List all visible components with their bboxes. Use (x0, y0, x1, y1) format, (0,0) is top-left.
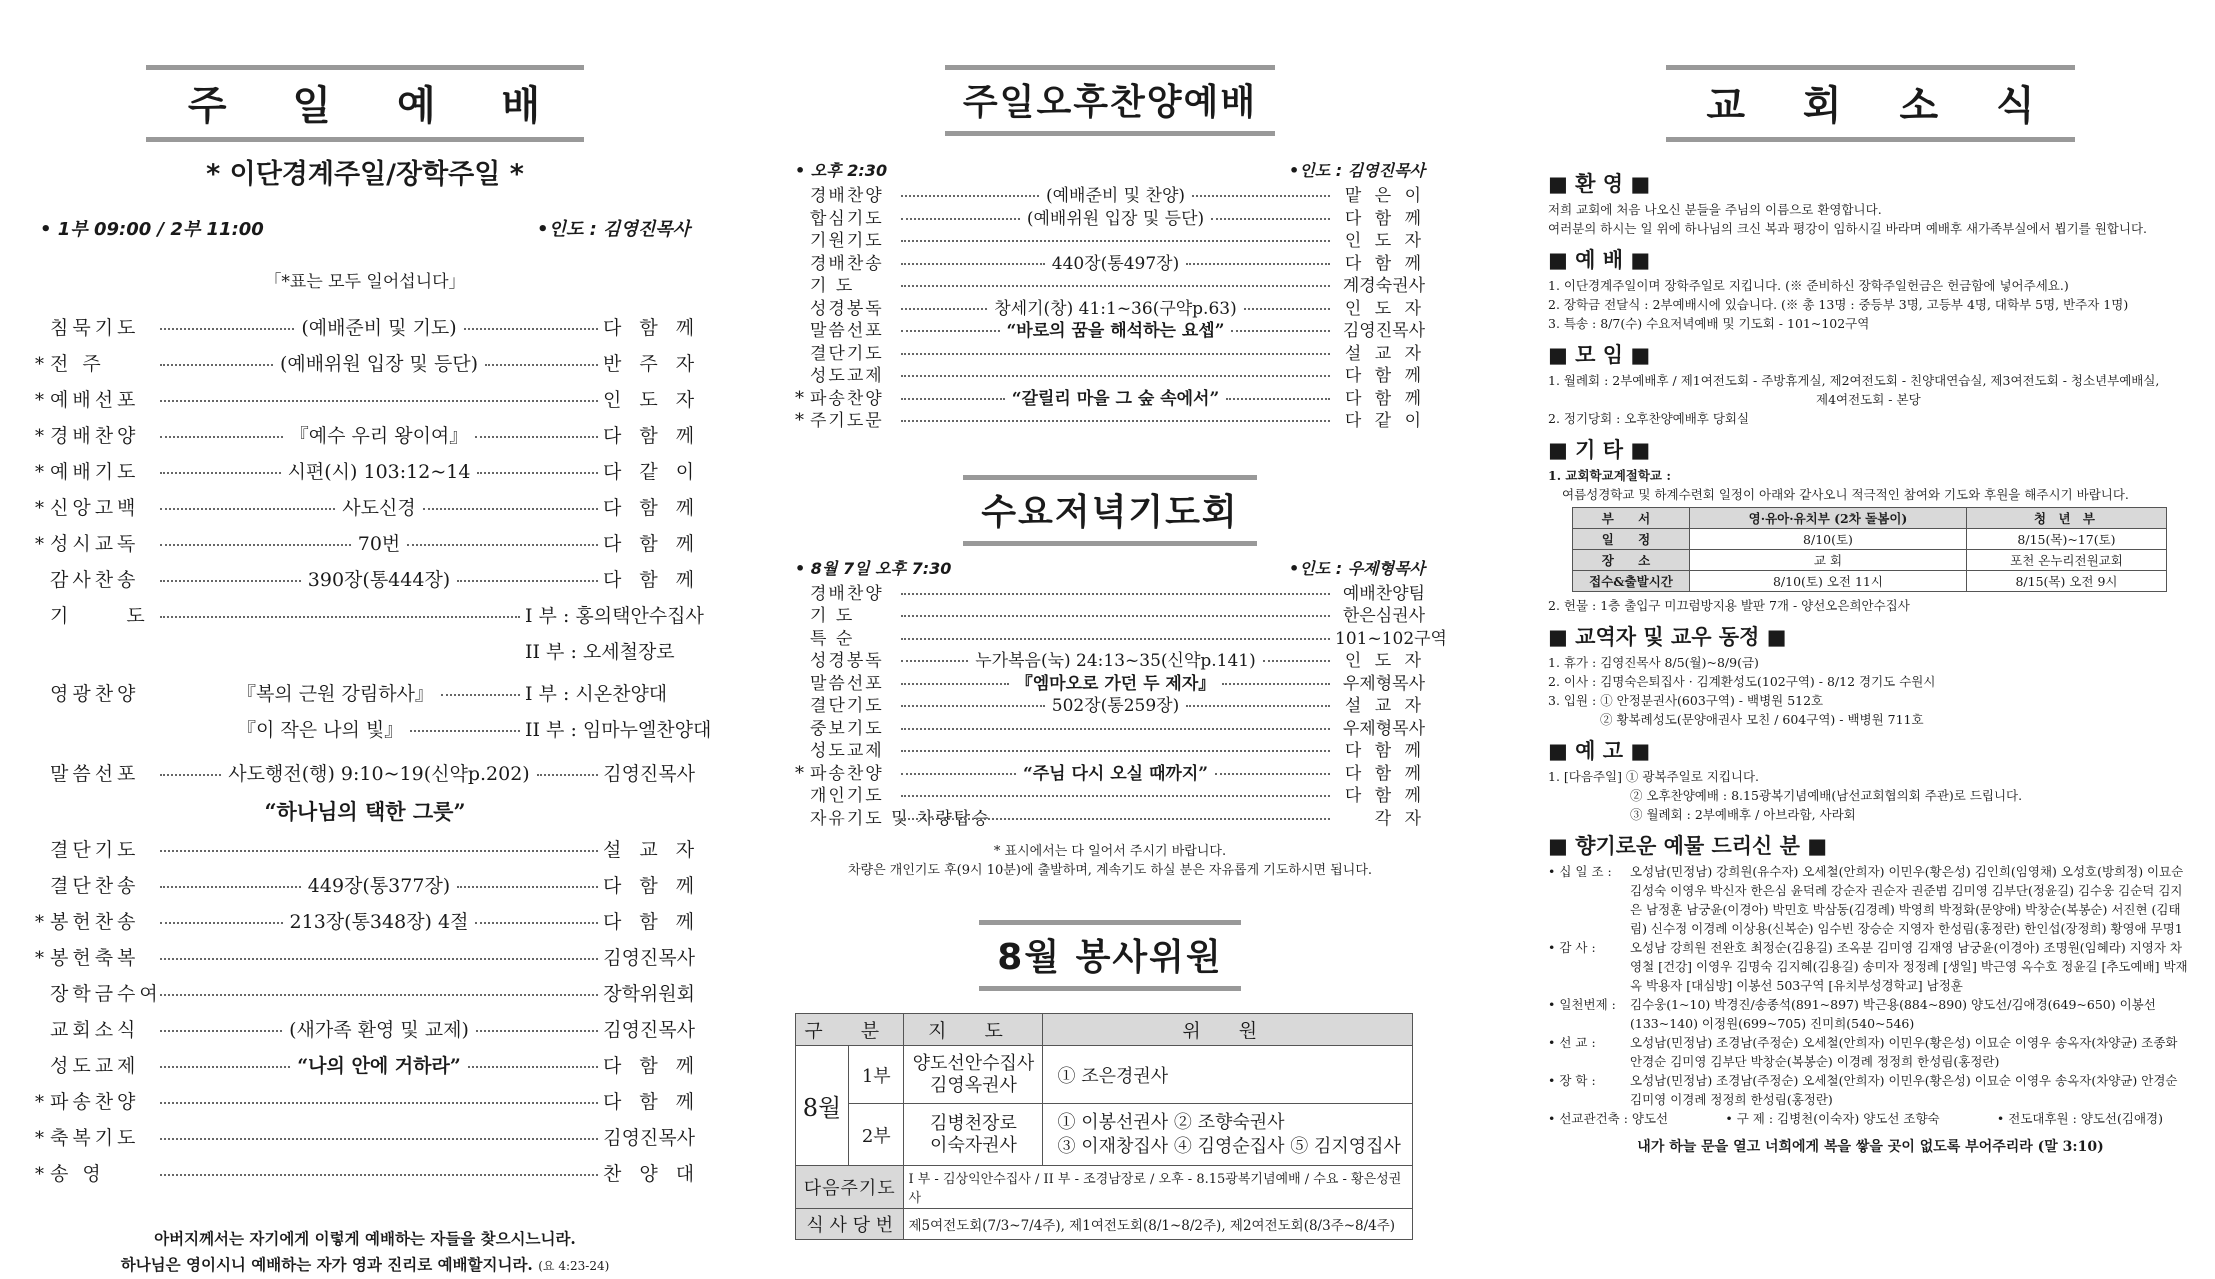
volunteer-title-box (795, 920, 1425, 991)
order-content: 213장(통348장) 4절 (289, 911, 469, 933)
order-label: 결단찬송 (50, 875, 140, 897)
order-label: 전 주 (50, 353, 105, 375)
order-person: 다 함 께 (603, 317, 701, 339)
order-row (35, 1012, 695, 1048)
order-person: 우제형목사 (1342, 673, 1425, 694)
order-row (35, 382, 701, 418)
order-row (35, 940, 695, 976)
order-person: 설 교 자 (603, 839, 701, 861)
order-label: 신앙고백 (50, 497, 140, 519)
order-label: 결단기도 (810, 696, 884, 716)
order-person: 한은심권사 (1342, 606, 1425, 626)
order-label: 기원기도 (810, 231, 884, 251)
order-list-1 (35, 310, 701, 598)
order-row (795, 808, 1425, 831)
order-label: 예배선포 (50, 389, 140, 411)
order-person: 다 함 께 (1344, 388, 1426, 409)
order-person: 예배찬양팀 (1342, 583, 1425, 604)
order-row (35, 418, 701, 454)
order-label: 개인기도 (810, 786, 884, 806)
order-content: 사도신경 (342, 497, 416, 519)
wednesday-time: • 8월 7일 오후 7:30 (795, 558, 952, 578)
order-row (795, 298, 1425, 321)
order-row-prayer-2: II 부 : 오세철장로 (525, 641, 675, 663)
afternoon-meta (795, 158, 1425, 181)
order-row (35, 832, 701, 868)
standing-mark: * (35, 462, 44, 483)
order-row (795, 275, 1425, 298)
order-person: 다 함 께 (603, 875, 701, 897)
order-row (35, 526, 701, 562)
order-row (35, 346, 701, 382)
order-content: 시편(시) 103:12~14 (287, 461, 471, 483)
order-list-2 (35, 832, 701, 1192)
order-label: 자유기도 및 차량탑승 (810, 808, 991, 829)
order-person: 다 함 께 (1344, 786, 1425, 806)
standing-mark: * (35, 948, 44, 969)
standing-mark: * (35, 390, 44, 411)
welcome-heading: ■ 환 영 ■ (1548, 172, 1651, 196)
order-person: 다 함 께 (603, 533, 701, 555)
wednesday-title-box (795, 475, 1425, 546)
order-row (795, 673, 1425, 696)
bottom-verse: 내가 하늘 문을 열고 너희에게 복을 쌓을 곳이 없도록 부어주리라 (말 3:10) (1637, 1139, 2104, 1155)
order-label: 교회소식 (50, 1019, 140, 1041)
order-content: 창세기(창) 41:1~36(구약p.63) (994, 298, 1237, 319)
sunday-service-title: 주 일 예 배 (146, 65, 584, 142)
order-row (35, 490, 701, 526)
wednesday-leader: •인도 : 우제형목사 (1289, 558, 1425, 578)
worship-heading: ■ 예 배 ■ (1548, 248, 1651, 272)
order-row (795, 605, 1425, 628)
order-row-choir-2: 『이 작은 나의 빛』 II 부 : 임마누엘찬양대 (237, 719, 712, 741)
meal-duty-row: 식 사 당 번 제5여전도회(7/3~7/4주), 제1여전도회(8/1~8/2주), 제2여전도회(8/3주~8/4주) (796, 1209, 1413, 1240)
order-row (35, 904, 701, 940)
order-row (35, 1156, 701, 1192)
order-person: 다 함 께 (603, 1055, 701, 1077)
order-person: 다 함 께 (603, 569, 701, 591)
order-row (795, 320, 1425, 343)
order-content: (예배준비 및 찬양) (1045, 186, 1186, 206)
order-row (35, 310, 701, 346)
wednesday-meta (795, 556, 1425, 579)
offering-list (1548, 862, 2193, 1109)
order-row (795, 695, 1425, 718)
sermon-title: “하나님의 택한 그릇” (264, 799, 466, 824)
order-label: 경배찬양 (810, 186, 884, 206)
column1-footer (35, 1226, 695, 1279)
church-news-column (1548, 0, 2193, 1156)
footer-verse-1: 아버지께서는 자기에게 이렇게 예배하는 자들을 찾으시느니라. (154, 1229, 576, 1248)
news-title: 교 회 소 식 (1666, 65, 2074, 142)
order-row (795, 343, 1425, 366)
order-content: “주님 다시 오실 때까지” (1022, 763, 1209, 784)
donation-item: 2. 헌물 : 1층 출입구 미끄럼방지용 발판 7개 - 양선오은희안수집사 (1548, 598, 1910, 613)
offering-names: 오성남(민정남) 강희원(유수자) 오세철(안희자) 이민우(황은성) 김인희(임영채) 오성호(방희정) 이묘순 김성숙 이영우 박신자 한은심 윤덕례 강순자 권순자 권준범 김미영 김부단(정윤길) 김수웅 김순덕 김지은 남정훈 남궁윤(이경아) 박민호 박삼동(김경례) 박영희 박정화(문양애) 박창순(복봉순) 서진현 (김태림) 신수정 이경례 이상용(신복순) 임수빈 장승순 지영자 한성림(홍정란) 한인섭(장정희) 황영애 무명1 (1630, 864, 2184, 936)
order-row (795, 718, 1425, 741)
order-label: 감사찬송 (50, 569, 140, 591)
order-content: (예배위원 입장 및 등단) (1026, 208, 1205, 229)
offering-last-row: • 선교관건축 : 양도선 • 구 제 : 김병천(이숙자) 양도선 조향숙 • 전도대후원 : 양도선(김애경) (1548, 1111, 2163, 1126)
standing-mark: * (35, 534, 44, 555)
afternoon-time: • 오후 2:30 (795, 161, 888, 180)
order-row (795, 740, 1425, 763)
etc-heading: ■ 기 타 ■ (1548, 438, 1651, 462)
offering-category: • 감 사 : (1548, 940, 1596, 955)
order-person: 다 함 께 (1344, 763, 1425, 784)
order-person: 다 함 께 (1344, 253, 1425, 274)
offering-names: 오성남(민정남) 조경남(주정순) 오세철(안희자) 이민우(황은성) 이묘순 이영우 송옥자(차양균) 조종화 안경순 김미영 김부단 박창순(복봉순) 이경례 정정희 한성림(홍정란) (1630, 1035, 2178, 1069)
order-row (795, 365, 1425, 388)
afternoon-leader: •인도 : 김영진목사 (1289, 161, 1425, 180)
standing-mark: * (35, 354, 44, 375)
order-label: 중보기도 (810, 718, 884, 739)
afternoon-title-box (795, 65, 1425, 136)
order-person: 우제형목사 (1342, 718, 1425, 739)
order-person: 계경숙권사 (1342, 276, 1425, 296)
order-content: 70번 (357, 533, 401, 555)
offering-names: 오성남 강희원 전완호 최정순(김용길) 조옥분 김미영 김재영 남궁윤(이경아) 조명원(임혜라) 지영자 차영철 [건강] 이영우 김명숙 김지혜(김용길) 송미자 정정례 [생일] 박근영 옥수호 정윤길 [추도예배] 박재옥 박용자 [대심방] 이봉선 503구역 [유치부성경학교] 남정훈 (1630, 940, 2188, 993)
next-prayer-row: 다음주기도 I 부 - 김상익안수집사 / II 부 - 조경남장로 / 오후 - 8.15광복기념예배 / 수요 - 황은성권사 (796, 1166, 1413, 1209)
volunteer-row-2: 2부 김병천장로 이숙자권사 ① 이봉선권사 ② 조향숙권사 ③ 이재창집사 ④ 김영순집사 ⑤ 김지영집사 (796, 1104, 1413, 1166)
order-person: 다 함 께 (1344, 208, 1425, 229)
order-row (795, 253, 1425, 276)
sunday-service-column (35, 0, 712, 1279)
order-person: 찬 양 대 (603, 1163, 701, 1185)
order-content: 390장(통444장) (307, 569, 451, 591)
order-row-choir: 영광찬양 『복의 근원 강림하사』 I 부 : 시온찬양대 (50, 683, 668, 705)
worship-section: 1. 이단경계주일이며 장학주일로 지킵니다. (※ 준비하신 장학주일헌금은 헌금함에 넣어주세요.) 2. 장학금 전달식 : 2부예배시에 있습니다. (※ 총 13명 : 중등부 3명, 고등부 4명, 대학부 5명, 반주자 1명) 3. 특송 : 8/7(수) 수요저녁예배 및 기도회 - 101~102구역 (1548, 278, 2129, 331)
offering-names: 김수웅(1~10) 박경진/송종석(891~897) 박근용(884~890) 양도선/김애경(649~650) 이봉선(133~140) 이정원(699~705) 진미희(540~546) (1630, 997, 2156, 1031)
order-person: 설 교 자 (1344, 696, 1425, 716)
order-person: 인 도 자 (1344, 231, 1425, 251)
order-row (35, 1048, 701, 1084)
notice-heading: ■ 예 고 ■ (1548, 739, 1651, 763)
order-row (795, 185, 1425, 208)
order-row-prayer: 기 도 I 부 : 홍의택안수집사 (50, 605, 704, 627)
order-row (35, 562, 701, 598)
order-content: “갈릴리 마을 그 숲 속에서” (1011, 388, 1220, 409)
order-label: 성도교제 (810, 741, 884, 761)
order-row (795, 763, 1425, 786)
order-content: (예배위원 입장 및 등단) (279, 353, 479, 375)
vehicle-note: 차량은 개인기도 후(9시 10분)에 출발하며, 계속기도 하실 분은 자유롭게 기도하시면 됩니다. (847, 863, 1373, 878)
offering-category: • 장 학 : (1548, 1073, 1596, 1088)
order-label: 기 도 (810, 276, 855, 296)
order-content: 449장(통377장) (307, 875, 451, 897)
order-content: 『엠마오로 가던 두 제자』 (1015, 673, 1216, 694)
order-person: 반 주 자 (603, 353, 701, 375)
order-label: 성시교독 (50, 533, 140, 555)
offering-item (1548, 862, 2193, 938)
order-label: 주기도문 (810, 411, 884, 431)
sunday-service-meta (35, 215, 695, 241)
order-label: 성도교제 (50, 1055, 140, 1077)
order-person: 김영진목사 (1342, 321, 1425, 341)
order-label: 성경봉독 (810, 298, 884, 319)
order-row (35, 1120, 695, 1156)
order-label: 봉헌찬송 (50, 911, 140, 933)
afternoon-order-list (795, 185, 1425, 433)
order-person: 김영진목사 (603, 1019, 695, 1041)
order-person: 각 자 (1374, 808, 1425, 829)
afternoon-title: 주일오후찬양예배 (945, 65, 1275, 136)
order-content: 502장(통259장) (1051, 696, 1180, 716)
order-person: 다 함 께 (603, 911, 701, 933)
afternoon-column (795, 0, 1447, 1240)
order-person: 다 같 이 (1344, 411, 1425, 431)
offering-item (1548, 1071, 2193, 1109)
offering-category: • 선 교 : (1548, 1035, 1596, 1050)
order-row (795, 410, 1425, 433)
service-leader: •인도 : 김영진목사 (537, 219, 690, 240)
order-label: 결단기도 (50, 839, 140, 861)
order-label: 파송찬양 (810, 763, 884, 784)
order-person: 다 함 께 (603, 1091, 701, 1113)
order-row (795, 785, 1425, 808)
order-person: 맡 은 이 (1344, 186, 1425, 206)
order-label: 파송찬양 (810, 388, 884, 409)
order-label: 파송찬양 (50, 1091, 140, 1113)
wednesday-title: 수요저녁기도회 (963, 475, 1256, 546)
standing-mark: * (795, 762, 804, 784)
wednesday-order-list (795, 583, 1447, 831)
standing-mark: * (35, 1128, 44, 1149)
order-label: 합심기도 (810, 208, 884, 229)
order-content: 『예수 우리 왕이여』 (289, 425, 469, 447)
order-row (795, 583, 1425, 606)
order-content: 누가복음(눅) 24:13~35(신약p.141) (975, 651, 1256, 671)
offering-category: • 일천번제 : (1548, 997, 1616, 1012)
camp-schedule-table: 부 서 영·유아·유치부 (2차 돌봄이) 청 년 부 일 정 8/10(토) 8/15(목)~17(토) 장 소 교 회 포천 온누리전원교회 접수&출발시간 8/10(토) 오전 11시 8/15(목) 오전 9시 (1572, 507, 2167, 592)
offering-item (1548, 938, 2193, 995)
standing-mark: * (795, 410, 804, 431)
order-row (795, 628, 1447, 651)
order-person: 인 도 자 (603, 389, 701, 411)
order-label: 송 영 (50, 1163, 105, 1185)
order-label: 말씀선포 (810, 673, 884, 694)
standing-mark: * (795, 387, 804, 409)
order-row (795, 208, 1425, 231)
order-row (795, 650, 1425, 673)
wednesday-notes (795, 842, 1425, 880)
standing-mark: * (35, 1092, 44, 1113)
welcome-section: 저희 교회에 처음 나오신 분들을 주님의 이름으로 환영합니다. 여러분의 하시는 일 위에 하나님의 크신 복과 평강이 임하시길 바라며 예배후 새가족부실에서 뵙기를 원합니다. (1548, 202, 2148, 236)
order-row (35, 868, 701, 904)
order-person: 김영진목사 (603, 947, 695, 969)
order-person: 장학위원회 (603, 983, 695, 1005)
order-label: 특 순 (810, 628, 855, 649)
order-person: 다 함 께 (1344, 741, 1425, 761)
order-content: 440장(통497장) (1051, 253, 1180, 274)
order-label: 경배찬양 (50, 425, 140, 447)
order-content: (새가족 환영 및 교제) (289, 1019, 469, 1041)
volunteer-row-1: 8월 1부 양도선안수집사 김영옥권사 ① 조은경권사 (796, 1046, 1413, 1104)
order-person: 다 같 이 (603, 461, 701, 483)
meeting-section: 1. 월례회 : 2부예배후 / 제1여전도회 - 주방휴게실, 제2여전도회 - 친양대연습실, 제3여전도회 - 청소년부예배실, 제4여전도회 - 본당 2. 정기당회 : 오후찬양예배후 당회실 (1548, 373, 2160, 426)
order-label: 경배찬양 (810, 583, 884, 604)
offering-item (1548, 995, 2193, 1033)
order-content: “나의 안에 거하라” (297, 1055, 461, 1077)
order-label: 성도교제 (810, 366, 884, 386)
order-person: 설 교 자 (1344, 343, 1425, 364)
order-row (35, 976, 695, 1012)
sunday-service-title-box (35, 65, 695, 142)
standing-mark: * (35, 426, 44, 447)
notice-section: 1. [다음주일] ① 광복주일로 지킵니다. ② 오후찬양예배 : 8.15광복기념예배(남선교회협의회 주관)로 드립니다. ③ 월례회 : 2부예배후 / 아브라함, 사라회 (1548, 769, 2023, 822)
order-content: (예배준비 및 기도) (301, 317, 457, 339)
order-label: 경배찬송 (810, 253, 884, 274)
offering-item (1548, 1033, 2193, 1071)
staff-section: 1. 휴가 : 김영진목사 8/5(월)~8/9(금) 2. 이사 : 김명숙은퇴집사 · 김계환성도(102구역) - 8/12 경기도 수원시 3. 입원 : ① 안정분권사(603구역) - 백병원 512호 ② 황복례성도(문양애권사 모친 / 604구역) - 백병원 711호 (1548, 655, 1936, 727)
order-person: 101~102구역 (1335, 628, 1447, 649)
order-row (795, 388, 1425, 411)
order-label: 성경봉독 (810, 651, 884, 671)
standing-notice: 「*표는 모두 일어섭니다」 (264, 272, 466, 292)
offering-names: 오성남(민정남) 조경남(주정순) 오세철(안희자) 이민우(황은성) 이묘순 이영우 송옥자(차양균) 안경순 김미영 이경례 정정희 한성림(홍정란) (1630, 1073, 2178, 1107)
order-row (795, 230, 1425, 253)
service-time: • 1부 09:00 / 2부 11:00 (40, 219, 264, 240)
volunteer-table (795, 1013, 1413, 1240)
order-label: 봉헌축복 (50, 947, 140, 969)
staff-heading: ■ 교역자 및 교우 동정 ■ (1548, 625, 1787, 649)
offering-heading: ■ 향기로운 예물 드리신 분 ■ (1548, 834, 1828, 858)
order-label: 기 도 (810, 606, 855, 626)
order-label: 장학금수여 (50, 983, 162, 1005)
order-person: 인 도 자 (1344, 298, 1425, 319)
order-label: 침묵기도 (50, 317, 140, 339)
news-title-box (1548, 65, 2193, 142)
order-person: 다 함 께 (603, 497, 701, 519)
order-person: 김영진목사 (603, 1127, 695, 1149)
offering-category: • 십 일 조 : (1548, 864, 1612, 879)
order-person: 다 함 께 (603, 425, 701, 447)
standing-mark: * (35, 1164, 44, 1185)
order-label: 결단기도 (810, 343, 884, 364)
volunteer-table-header: 구 분 지 도 위 원 (796, 1014, 1413, 1046)
order-label: 예배기도 (50, 461, 140, 483)
standing-mark: * (35, 912, 44, 933)
standing-note: * 표시에서는 다 일어서 주시기 바랍니다. (993, 844, 1227, 859)
order-label: 축복기도 (50, 1127, 140, 1149)
order-row (35, 1084, 701, 1120)
order-row-sermon: 말씀선포 사도행전(행) 9:10~19(신약p.202) 김영진목사 (50, 763, 695, 785)
meeting-heading: ■ 모 임 ■ (1548, 343, 1651, 367)
sunday-service-subtitle: * 이단경계주일/장학주일 * (206, 159, 524, 190)
order-content: “바로의 꿈을 해석하는 요셉” (1006, 321, 1225, 341)
order-person: 다 함 께 (1344, 366, 1425, 386)
order-person: 인 도 자 (1344, 651, 1425, 671)
standing-mark: * (35, 498, 44, 519)
footer-verse-2: 하나님은 영이시니 예배하는 자가 영과 진리로 예배할지니라. (요 4:23-24) (120, 1255, 610, 1274)
etc-section: 1. 교회학교계절학교 : 여름성경학교 및 하계수련회 일정이 아래와 같사오니 적극적인 참여와 기도와 후원을 해주시기 바랍니다. (1548, 468, 2129, 502)
volunteer-title: 8월 봉사위원 (979, 920, 1240, 991)
order-label: 말씀선포 (810, 321, 884, 341)
order-row (35, 454, 701, 490)
